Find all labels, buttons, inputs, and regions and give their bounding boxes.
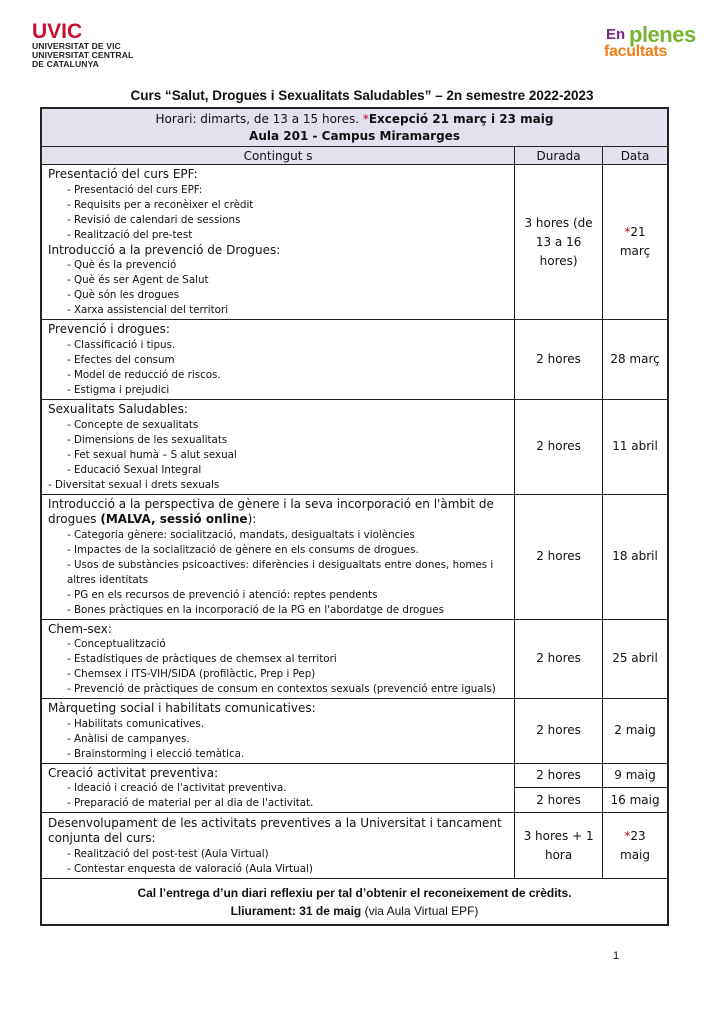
session-contents [42, 763, 515, 813]
session-duration: 3 hores + 1 hora [515, 813, 603, 879]
session-item: - Concepte de sexualitats [67, 418, 199, 431]
session-title-bold: (MALVA, sessió online [100, 512, 248, 526]
session-row [42, 699, 668, 764]
session-item: - Contestar enquesta de valoració (Aula Virtual) [67, 862, 313, 875]
uvic-line-2: UNIVERSITAT CENTRAL [32, 50, 134, 60]
date-value: 21 març [619, 225, 651, 258]
session-date: 11 abril [603, 400, 668, 495]
session-item: - Educació Sexual Integral [67, 463, 202, 476]
session-item: - Model de reducció de riscos. [67, 368, 221, 381]
session-date: 2 maig [603, 699, 668, 764]
session-duration: 2 hores [515, 788, 603, 813]
session-title: Presentació del curs EPF: [48, 167, 198, 181]
info-row [42, 109, 668, 147]
session-contents [42, 813, 515, 879]
session-item: - Chemsex i ITS-VIH/SIDA (profilàctic, Prep i Pep) [67, 668, 316, 680]
session-item: - Preparació de material per al dia de l'activitat. [67, 797, 314, 809]
header-date: Data [603, 147, 668, 165]
uvic-mark: UVIC [32, 20, 83, 43]
exception-star: * [362, 112, 369, 126]
session-item: - Impactes de la socialització de gènere en els consums de drogues. [67, 543, 419, 556]
session-item: - Requisits per a reconèixer el crèdit [67, 198, 254, 211]
session-item: - Revisió de calendari de sessions [67, 213, 241, 226]
date-star: * [624, 828, 631, 843]
info-cell [42, 109, 668, 147]
session-date: 9 maig [603, 763, 668, 788]
schedule-table [41, 108, 668, 925]
session-item: - Què són les drogues [67, 289, 180, 301]
document-title: Curs “Salut, Drogues i Sexualitats Saludables” – 2n semestre 2022-2023 [130, 88, 594, 103]
date-value: 23 maig [620, 828, 651, 862]
session-title: Sexualitats Saludables: [48, 402, 188, 416]
session-item: - Realització del post-test (Aula Virtual) [67, 847, 269, 860]
session-item: - Estadístiques de pràctiques de chemsex al territori [67, 653, 337, 665]
session-item: - Habilitats comunicatives. [67, 717, 205, 730]
epf-plenes: plenes [629, 22, 696, 47]
session-contents [42, 320, 515, 400]
session-subtitle: Introducció a la prevenció de Drogues: [48, 242, 281, 257]
uvic-line-1: UNIVERSITAT DE VIC [32, 41, 121, 51]
session-contents [42, 400, 515, 495]
session-item: - Conceptualització [67, 638, 166, 650]
session-contents [42, 699, 515, 764]
session-date [603, 165, 668, 320]
session-row [42, 619, 668, 699]
footer-line-2 [42, 902, 667, 920]
session-row [42, 400, 668, 495]
delivery-date: Lliurament: 31 de maig [230, 903, 362, 918]
session-row [42, 813, 668, 879]
session-title: Creació activitat preventiva: [48, 765, 219, 780]
session-duration: 2 hores [515, 400, 603, 495]
session-item: - Categoria gènere: socialització, mandats, desigualtats i violències [67, 528, 415, 541]
exception-dates: Excepció 21 març i 23 maig [368, 112, 554, 126]
footer-cell [42, 879, 668, 925]
session-duration: 2 hores [515, 320, 603, 400]
en-plenes-facultats-logo [603, 24, 703, 64]
session-row [42, 763, 668, 788]
session-item: - Prevenció de pràctiques de consum en contextos sexuals (prevenció entre iguals) [67, 683, 496, 695]
uvic-line-3: DE CATALUNYA [32, 59, 99, 69]
session-title: Chem-sex: [48, 621, 112, 636]
session-date: 18 abril [603, 494, 668, 619]
epf-facultats: facultats [604, 43, 668, 60]
session-contents [42, 165, 515, 320]
session-title: Introducció a la perspectiva de gènere i la seva incorporació en l'àmbit de drogues (MALVA, sessió online): [48, 496, 494, 526]
session-date: 25 abril [603, 619, 668, 699]
session-item: - Diversitat sexual i drets sexuals [48, 478, 220, 491]
session-item: - Què és ser Agent de Salut [67, 274, 209, 286]
session-item: - Ideació i creació de l'activitat preventiva. [67, 782, 287, 794]
epf-en: En [606, 26, 626, 43]
session-title: Prevenció i drogues: [48, 322, 170, 337]
session-item: - Fet sexual humà – S alut sexual [67, 448, 237, 461]
footer-row [42, 879, 668, 925]
header-duration: Durada [515, 147, 603, 165]
session-duration: 2 hores [515, 494, 603, 619]
uvic-logo [32, 22, 162, 69]
footer-line-1: Cal l’entrega d’un diari reflexiu per tal d’obtenir el reconeixement de crèdits. [137, 885, 572, 900]
session-item: - Bones pràctiques en la incorporació de la PG en l'abordatge de drogues [67, 603, 445, 616]
schedule-hours: Horari: dimarts, de 13 a 15 hores. [155, 112, 363, 126]
session-item: - Classificació i tipus. [67, 338, 176, 351]
session-item: - Presentació del curs EPF: [67, 183, 203, 196]
session-item: - Anàlisi de campanyes. [67, 732, 190, 745]
classroom: Aula 201 - Campus Miramarges [249, 129, 460, 143]
delivery-via: (via Aula Virtual EPF) [361, 903, 479, 918]
column-headers [42, 147, 668, 165]
session-item: - Què és la prevenció [67, 259, 177, 271]
session-item: - Dimensions de les sexualitats [67, 433, 228, 446]
session-duration: 3 hores (de 13 a 16 hores) [515, 165, 603, 320]
session-item: - Realització del pre-test [67, 228, 193, 241]
page-number: 1 [613, 950, 620, 962]
session-item: - Estigma i prejudici [67, 383, 170, 396]
session-title: Desenvolupament de les activitats preventives a la Universitat i tancament conjunta del curs: [48, 815, 502, 845]
session-row [42, 494, 668, 619]
session-item: - Xarxa assistencial del territori [67, 304, 229, 316]
session-row [42, 165, 668, 320]
session-title: Màrqueting social i habilitats comunicatives: [48, 701, 316, 715]
session-duration: 2 hores [515, 619, 603, 699]
session-date [603, 813, 668, 879]
session-row [42, 320, 668, 400]
session-contents [42, 494, 515, 619]
session-date: 28 març [603, 320, 668, 400]
session-item: - Brainstorming i elecció temàtica. [67, 747, 245, 760]
date-star: * [624, 225, 631, 239]
header-contents: Contingut s [42, 147, 515, 165]
session-duration: 2 hores [515, 699, 603, 764]
session-date: 16 maig [603, 788, 668, 813]
session-item: - Efectes del consum [67, 353, 175, 366]
session-item: - Usos de substàncies psicoactives: diferències i desigualtats entre dones, homes i altres identitats [67, 558, 494, 586]
session-item: - PG en els recursos de prevenció i atenció: reptes pendents [67, 588, 378, 601]
session-contents [42, 619, 515, 699]
session-duration: 2 hores [515, 763, 603, 788]
